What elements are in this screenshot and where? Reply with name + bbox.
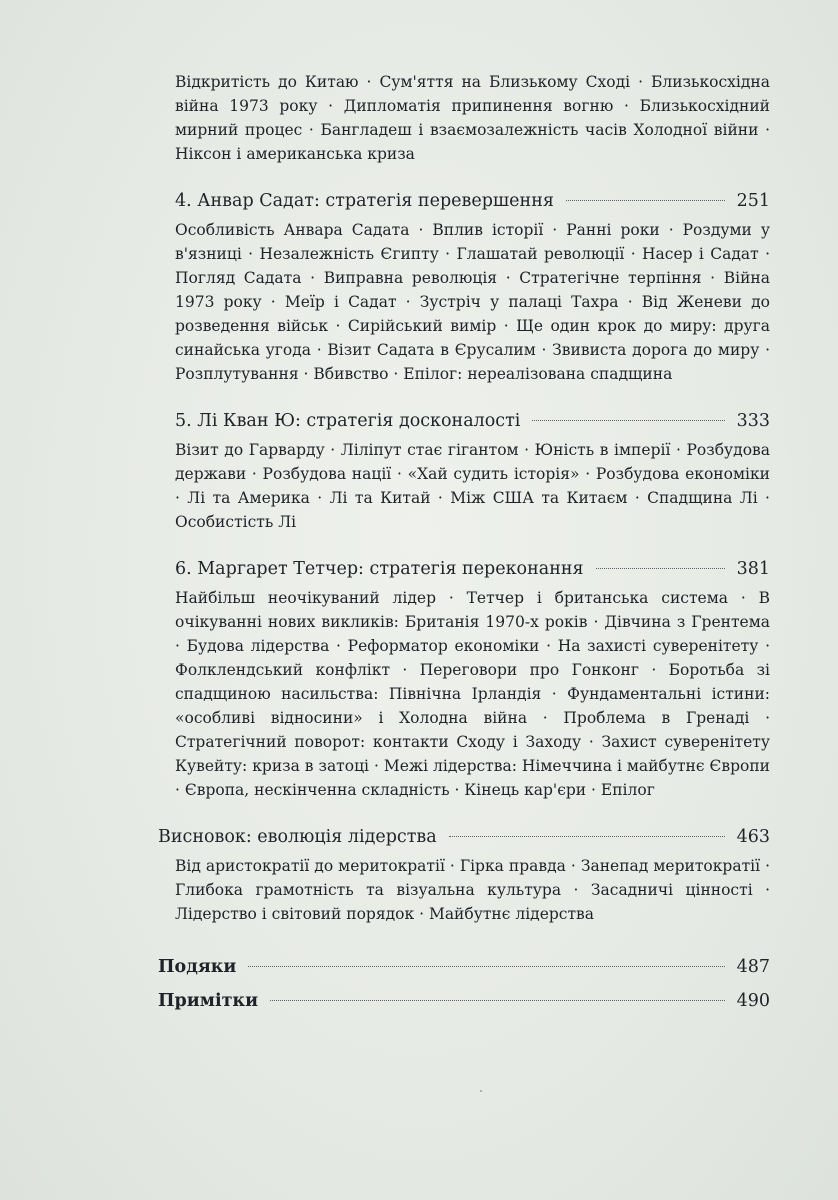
backmatter — [158, 952, 770, 1016]
acknowledgements-title: Подяки — [158, 957, 237, 977]
page-number: 487 — [736, 957, 770, 977]
dot-leader — [449, 836, 725, 837]
chapter-title: 6. Маргарет Тетчер: стратегія переконання — [175, 559, 584, 579]
page-number: 490 — [736, 991, 770, 1011]
chapter-3-continuation: Відкритість до Китаю · Сум'яття на Близькому Сході · Близькосхідна війна 1973 року · Дипломатія припинення вогню · Близькосхідний мирний процес · Бангладеш і взаємозалежність часів Холодної війни · Ніксон і американська криза — [175, 73, 770, 163]
chapter-subtopics: Найбільш неочікуваний лідер · Тетчер і британська система · В очікуванні нових викликів: Британія 1970-х років · Дівчина з Грентема · Будова лідерства · Реформатор економіки · На захисті суверенітету · Фолклендський конфлікт · Переговори про Гонконг · Боротьба зі спадщиною насильства: Північна Ірландія · Фундаментальні істини: «особливі відносини» і Холодна війна · Проблема в Гренаді · Стратегічний поворот: контакти Сходу і Заходу · Захист суверенітету Кувейту: криза в затоці · Межі лідерства: Німеччина і майбутнє Європи · Європа, нескінченна складність · Кінець кар'єри · Епілог — [175, 589, 770, 799]
conclusion-subtopics: Від аристократії до меритократії · Гірка правда · Занепад меритократії · Глибока грамотність та візуальна культура · Засадничі цінності · Лідерство і світовий порядок · Майбутнє лідерства — [175, 857, 770, 923]
conclusion-title: Висновок: еволюція лідерства — [158, 827, 437, 847]
chapter-subtopics: Візит до Гарварду · Ліліпут стає гігантом · Юність в імперії · Розбудова держави · Розбудова нації · «Хай судить історія» · Розбудова економіки · Лі та Америка · Лі та Китай · Між США та Китаєм · Спадщина Лі · Особистість Лі — [175, 441, 770, 531]
dot-leader — [532, 420, 724, 421]
toc-entry-chapter-6 — [158, 554, 770, 802]
dot-leader — [566, 200, 725, 201]
toc-row — [158, 186, 770, 216]
table-of-contents — [158, 70, 770, 1016]
chapter-title: 4. Анвар Садат: стратегія перевершення — [175, 191, 554, 211]
toc-entry-chapter-5 — [158, 406, 770, 534]
page-number: 381 — [736, 559, 770, 579]
toc-entry-acknowledgements — [158, 952, 770, 982]
dot-leader — [248, 966, 724, 967]
notes-title: Примітки — [158, 991, 259, 1011]
chapter-subtopics: Особливість Анвара Садата · Вплив історії · Ранні роки · Роздуми у в'язниці · Незалежність Єгипту · Глашатай революції · Насер і Садат · Погляд Садата · Виправна революція · Стратегічне терпіння · Війна 1973 року · Меїр і Садат · Зустріч у палаці Тахра · Від Женеви до розведення військ · Сирійський вимір · Ще один крок до миру: друга синайська угода · Візит Садата в Єрусалим · Звивиста дорога до миру · Розплутування · Вбивство · Епілог: нереалізована спадщина — [175, 221, 770, 383]
toc-entry-conclusion — [158, 822, 770, 926]
toc-entry-notes — [158, 986, 770, 1016]
toc-row — [158, 822, 770, 852]
page-number: 333 — [736, 411, 770, 431]
toc-row — [158, 406, 770, 436]
toc-row — [158, 554, 770, 584]
chapter-title: 5. Лі Кван Ю: стратегія досконалості — [175, 411, 521, 431]
paper-speck — [480, 1090, 482, 1092]
page-number: 463 — [736, 827, 770, 847]
dot-leader — [596, 568, 725, 569]
dot-leader — [270, 1000, 725, 1001]
page-number: 251 — [736, 191, 770, 211]
toc-entry-chapter-4 — [158, 186, 770, 386]
